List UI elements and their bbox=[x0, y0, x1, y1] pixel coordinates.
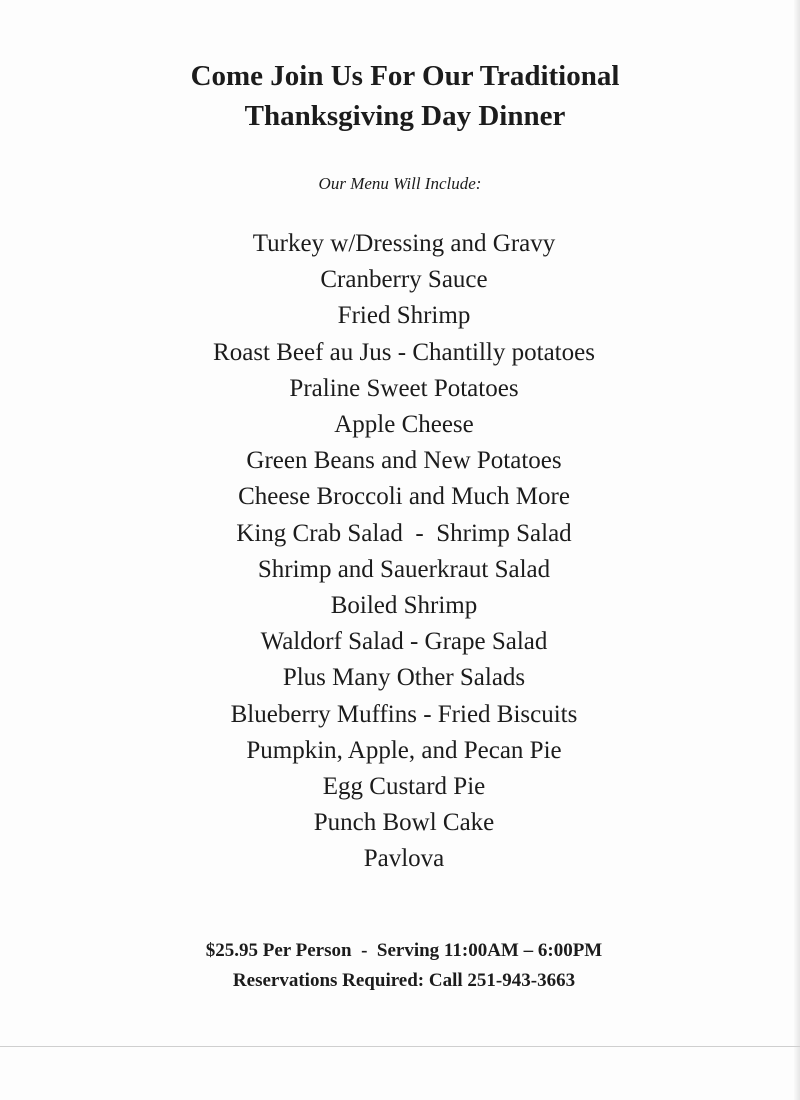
menu-item: Pumpkin, Apple, and Pecan Pie bbox=[246, 736, 562, 764]
footer-info bbox=[0, 936, 800, 996]
menu-intro: Our Menu Will Include: bbox=[318, 174, 482, 193]
menu-item: Blueberry Muffins - Fried Biscuits bbox=[230, 700, 578, 728]
menu-item: King Crab Salad - Shrimp Salad bbox=[236, 519, 572, 547]
menu-item: Apple Cheese bbox=[334, 411, 474, 439]
menu-item: Waldorf Salad - Grape Salad bbox=[260, 628, 548, 656]
menu-item: Cheese Broccoli and Much More bbox=[238, 483, 570, 511]
menu-item: Boiled Shrimp bbox=[330, 592, 478, 620]
menu-item: Fried Shrimp bbox=[337, 302, 471, 330]
menu-item: Green Beans and New Potatoes bbox=[246, 447, 562, 475]
menu-item: Turkey w/Dressing and Gravy bbox=[252, 230, 556, 257]
menu-item: Roast Beef au Jus - Chantilly potatoes bbox=[213, 338, 595, 366]
flyer-title bbox=[0, 56, 800, 136]
reservations-line: Reservations Required: Call 251-943-3663 bbox=[232, 970, 576, 991]
menu-item: Punch Bowl Cake bbox=[313, 809, 495, 837]
menu-item: Cranberry Sauce bbox=[320, 266, 488, 294]
menu-item: Praline Sweet Potatoes bbox=[289, 374, 519, 402]
scan-edge-bottom bbox=[0, 1046, 800, 1047]
menu-list bbox=[0, 226, 800, 878]
menu-item: Plus Many Other Salads bbox=[282, 664, 526, 692]
menu-item: Pavlova bbox=[363, 845, 445, 873]
title-line-1: Come Join Us For Our Traditional bbox=[190, 60, 620, 92]
title-line-2: Thanksgiving Day Dinner bbox=[244, 100, 566, 132]
menu-item: Shrimp and Sauerkraut Salad bbox=[257, 555, 551, 583]
price-and-hours: $25.95 Per Person - Serving 11:00AM – 6:00PM bbox=[205, 940, 603, 961]
menu-item: Egg Custard Pie bbox=[322, 773, 486, 801]
